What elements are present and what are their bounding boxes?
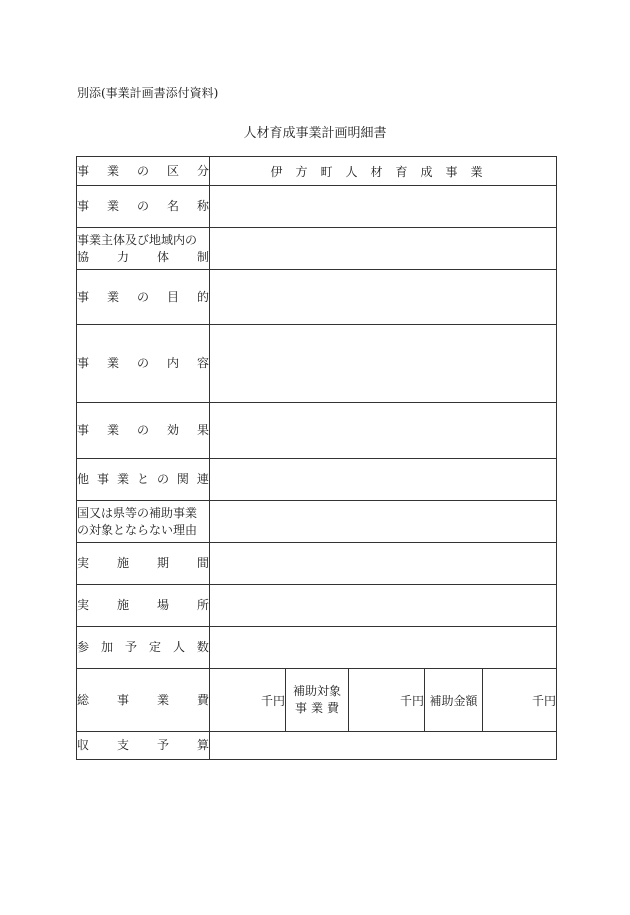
label-char: 事	[96, 472, 109, 486]
field-effect[interactable]	[210, 403, 557, 459]
field-project-name[interactable]	[210, 186, 557, 228]
label-char: 所	[196, 598, 209, 612]
label-char: 体	[156, 249, 169, 264]
label-organization-line1: 事業主体及び地域内の	[77, 232, 198, 247]
label-char: の	[136, 163, 149, 178]
label-char: 実	[77, 598, 90, 612]
label-char: 称	[196, 199, 209, 213]
field-participants[interactable]	[210, 627, 557, 669]
label-char: 予	[124, 640, 137, 654]
label-char: 事	[77, 199, 90, 213]
row-content	[77, 325, 557, 403]
label-participants	[77, 627, 210, 669]
field-subsidy-reason[interactable]	[210, 501, 557, 543]
label-char: 事	[116, 692, 129, 707]
field-period[interactable]	[210, 543, 557, 585]
label-char: 支	[116, 738, 129, 752]
label-char: 名	[166, 199, 179, 213]
label-location	[77, 585, 210, 627]
label-category	[77, 157, 210, 186]
label-char: 施	[116, 556, 129, 570]
label-char: 区	[166, 163, 179, 178]
label-organization	[77, 228, 210, 270]
label-char: と	[136, 472, 149, 486]
row-total-cost	[77, 669, 557, 732]
label-period	[77, 543, 210, 585]
label-char: 的	[196, 289, 209, 304]
label-char: 業	[156, 692, 169, 707]
label-subsidy-reason	[77, 501, 210, 543]
label-char: 費	[196, 692, 209, 707]
label-subsidy-target-line2: 事業費	[294, 701, 343, 715]
label-char: 業	[106, 163, 119, 178]
spread-label	[77, 163, 209, 180]
label-relation	[77, 459, 210, 501]
label-char: 予	[156, 738, 169, 752]
spread-label	[77, 471, 209, 488]
value-category: 伊方町人材育成事業	[210, 157, 557, 186]
label-char: 事	[77, 289, 90, 304]
label-char: 内	[166, 356, 179, 370]
label-char: 参	[77, 640, 90, 654]
label-char: 果	[196, 423, 209, 437]
spread-label	[77, 639, 209, 656]
label-char: の	[136, 289, 149, 304]
label-project-name	[77, 186, 210, 228]
field-total-cost[interactable]	[210, 669, 286, 732]
attachment-label: 別添(事業計画書添付資料)	[77, 86, 219, 100]
field-purpose[interactable]	[210, 270, 557, 325]
label-char: 関	[176, 472, 189, 486]
label-char: 事	[77, 423, 90, 437]
plan-statement-table	[76, 156, 557, 760]
field-location[interactable]	[210, 585, 557, 627]
label-char: 収	[77, 738, 90, 752]
label-char: 目	[166, 289, 179, 304]
label-content	[77, 325, 210, 403]
label-char: 総	[77, 692, 90, 707]
field-subsidy-target[interactable]	[349, 669, 425, 732]
label-char: 人	[172, 640, 185, 654]
label-char: 連	[196, 472, 209, 486]
label-char: 容	[196, 356, 209, 370]
label-char: 力	[116, 249, 129, 264]
field-content[interactable]	[210, 325, 557, 403]
label-total-cost	[77, 669, 210, 732]
row-period	[77, 543, 557, 585]
label-char: 業	[106, 356, 119, 370]
spread-label	[77, 249, 209, 266]
spread-label	[77, 597, 209, 614]
label-char: 定	[148, 640, 161, 654]
label-char: 期	[156, 556, 169, 570]
spread-label	[77, 289, 209, 306]
row-budget	[77, 732, 557, 760]
label-char: 施	[116, 598, 129, 612]
label-subsidy-target-line1: 補助対象	[292, 684, 341, 698]
label-char: の	[136, 356, 149, 370]
document-title: 人材育成事業計画明細書	[243, 126, 387, 141]
label-budget	[77, 732, 210, 760]
label-char: 制	[196, 249, 209, 264]
unit-total-cost: 千円	[260, 693, 285, 708]
field-subsidy-amount[interactable]	[483, 669, 557, 732]
row-location	[77, 585, 557, 627]
unit-subsidy-target: 千円	[399, 693, 424, 708]
label-char: 効	[166, 423, 179, 437]
label-char: 協	[77, 249, 90, 264]
label-char: の	[136, 199, 149, 213]
spread-label	[77, 555, 209, 572]
field-organization[interactable]	[210, 228, 557, 270]
label-char: 業	[106, 289, 119, 304]
label-char: 加	[100, 640, 113, 654]
label-char: 業	[106, 423, 119, 437]
label-purpose	[77, 270, 210, 325]
label-effect	[77, 403, 210, 459]
label-char: 事	[77, 356, 90, 370]
label-char: 業	[106, 199, 119, 213]
row-effect	[77, 403, 557, 459]
label-char: 数	[196, 640, 209, 654]
row-category	[77, 157, 557, 186]
label-char: 間	[196, 556, 209, 570]
spread-label	[77, 355, 209, 372]
label-char: 場	[156, 598, 169, 612]
unit-subsidy-amount: 千円	[531, 693, 556, 708]
label-subsidy-reason-line2: の対象とならない理由	[77, 522, 198, 537]
label-char: 業	[116, 472, 129, 486]
field-relation[interactable]	[210, 459, 557, 501]
label-subsidy-reason-line1: 国又は県等の補助事業	[77, 505, 198, 520]
label-char: 算	[196, 738, 209, 752]
label-subsidy-target	[286, 669, 349, 732]
row-project-name	[77, 186, 557, 228]
spread-label	[77, 422, 209, 439]
row-participants	[77, 627, 557, 669]
label-char: の	[156, 472, 169, 486]
label-char: 事	[77, 163, 90, 178]
label-char: 分	[196, 163, 209, 178]
row-purpose	[77, 270, 557, 325]
row-subsidy-reason	[77, 501, 557, 543]
label-subsidy-amount: 補助金額	[425, 669, 483, 732]
spread-label	[77, 737, 209, 754]
spread-label	[77, 692, 209, 709]
label-char: の	[136, 423, 149, 437]
field-budget[interactable]	[210, 732, 557, 760]
row-relation	[77, 459, 557, 501]
spread-label	[77, 198, 209, 215]
label-char: 実	[77, 556, 90, 570]
label-char: 他	[77, 472, 90, 486]
row-organization	[77, 228, 557, 270]
